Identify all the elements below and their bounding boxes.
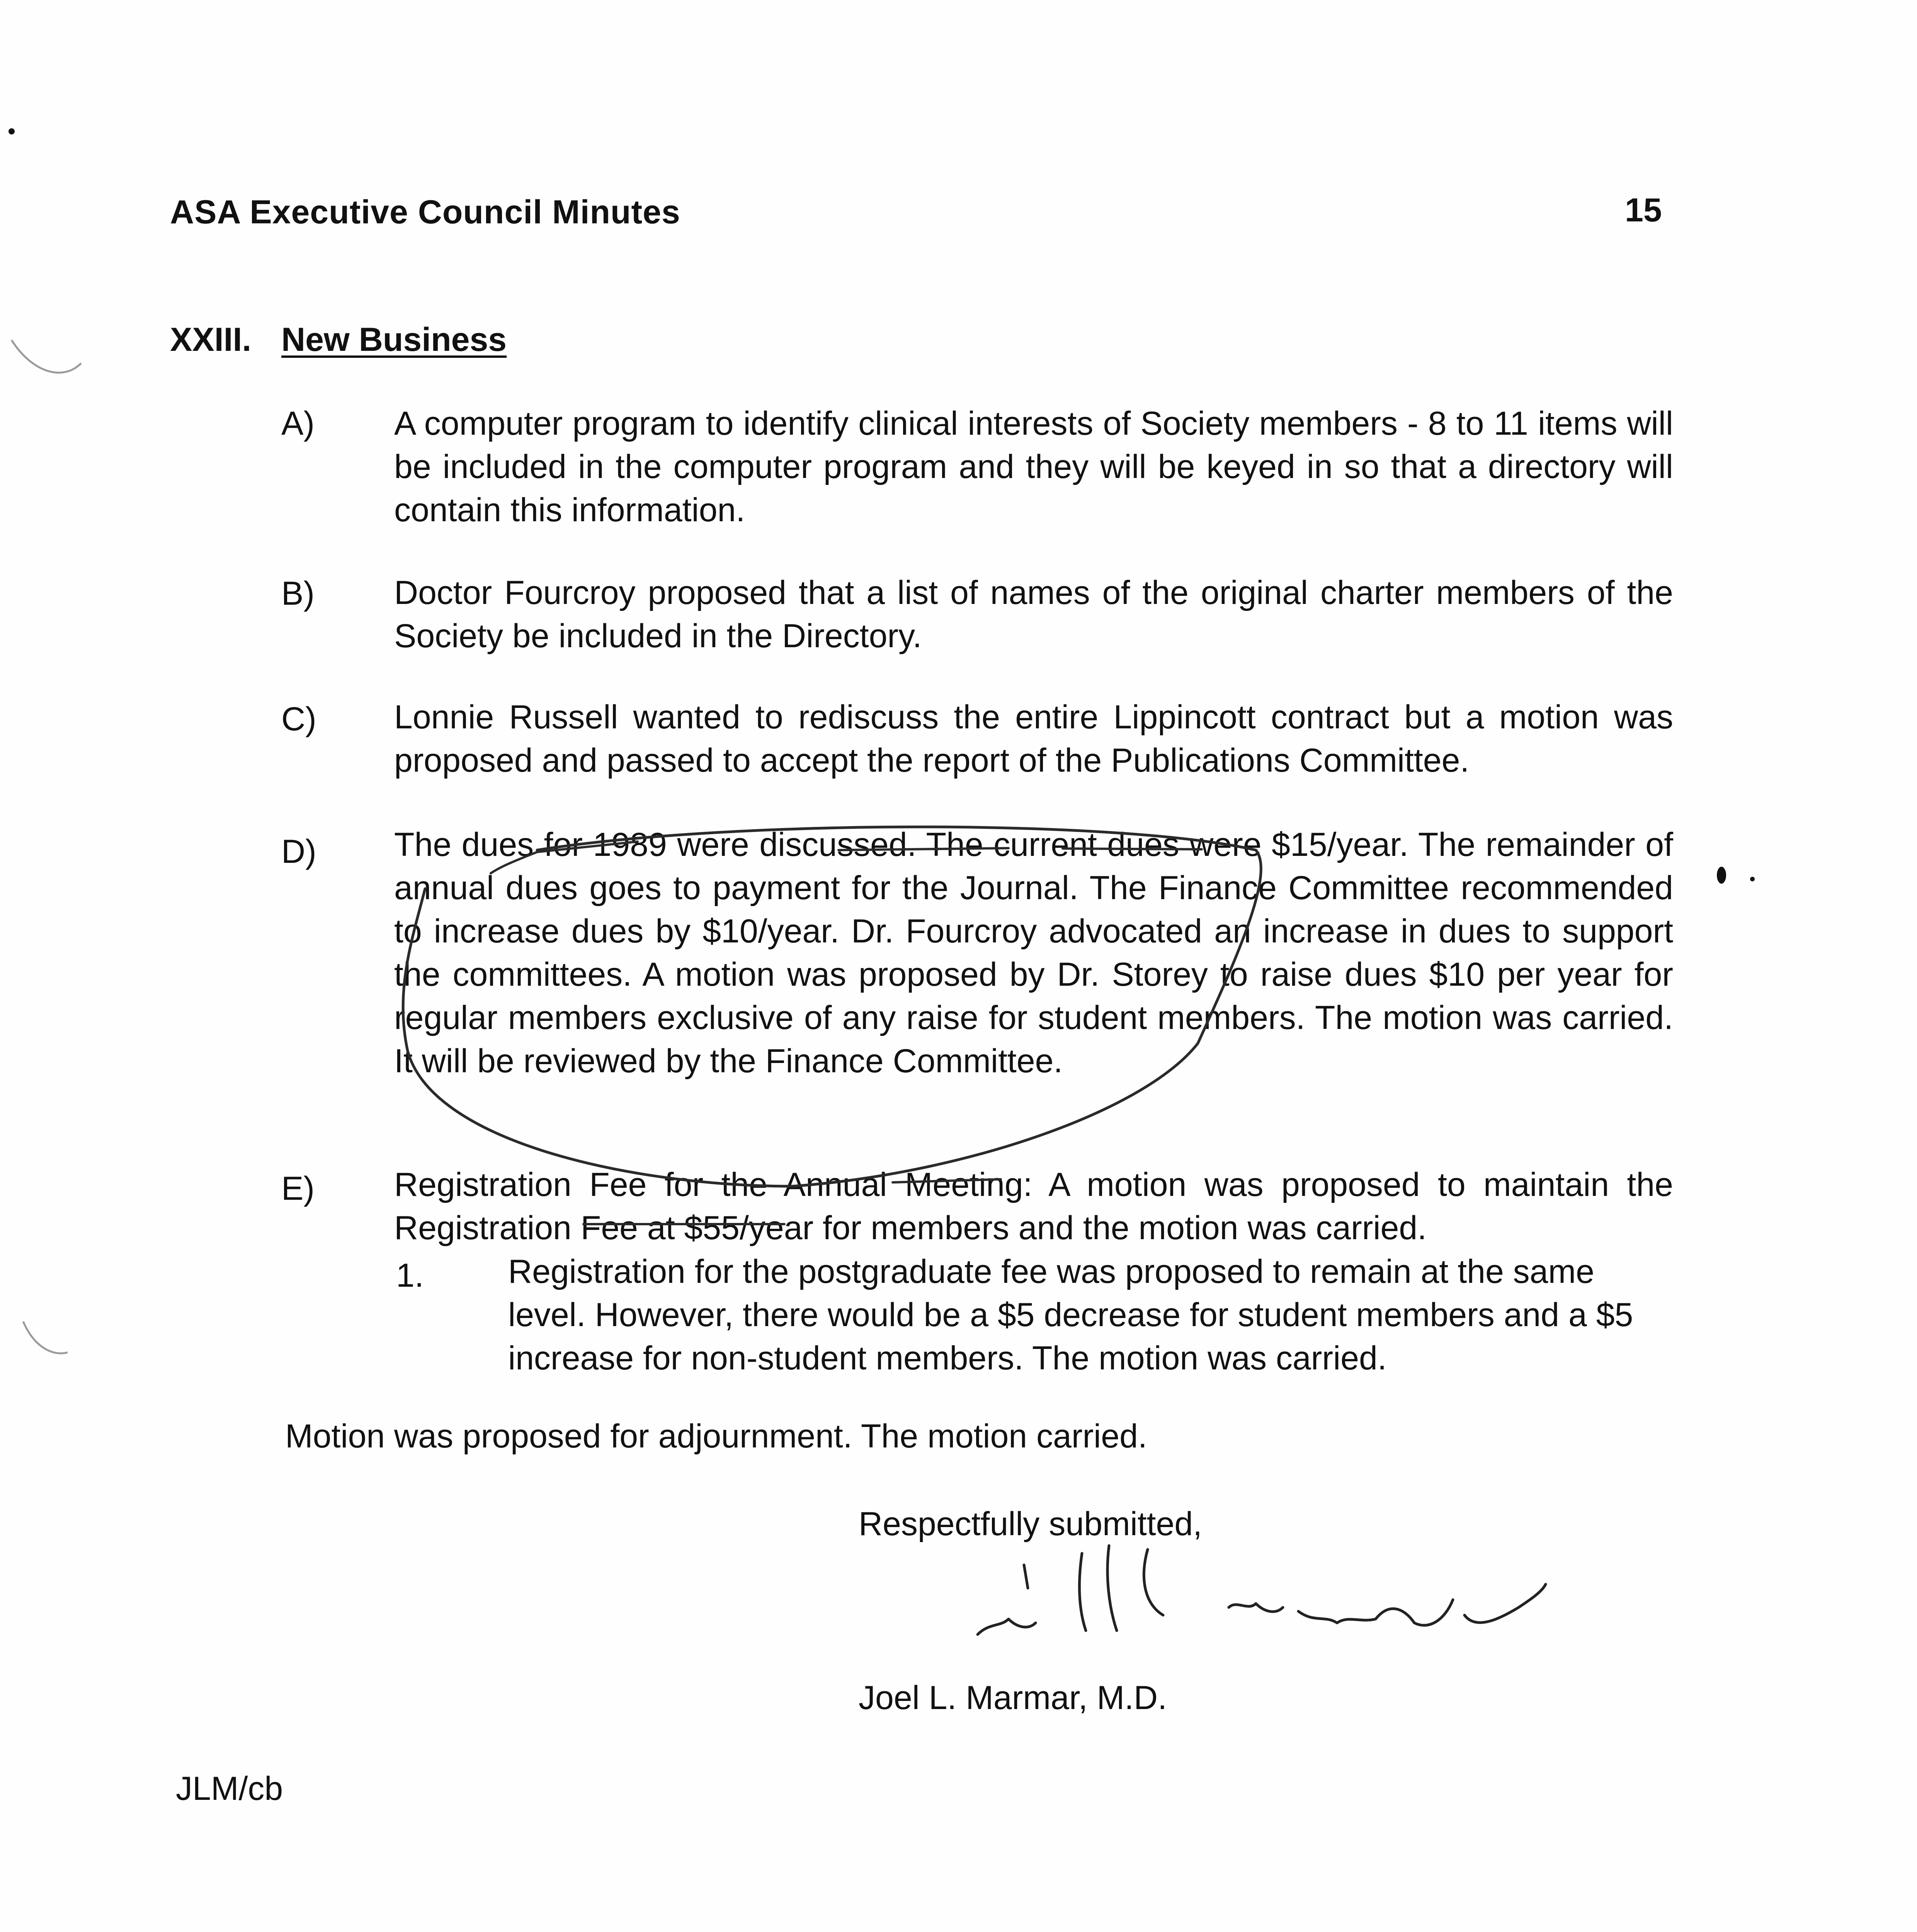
ink-dot-mark xyxy=(9,128,15,134)
item-label-c: C) xyxy=(281,701,316,738)
section-number: XXIII. xyxy=(170,321,252,358)
sub-item-text-e1: Registration for the postgraduate fee was proposed to remain at the same level. However, there would be a $5 decrease for student members and a $5 increase for non-student members. The motion was carried. xyxy=(508,1253,1633,1377)
document-header-title: ASA Executive Council Minutes xyxy=(170,194,680,231)
punch-hole-shadow-mark xyxy=(23,1321,68,1353)
signer-name: Joel L. Marmar, M.D. xyxy=(859,1679,1167,1716)
sub-item-label-e1: 1. xyxy=(396,1257,424,1294)
ink-dot-mark xyxy=(1750,877,1755,881)
item-text-a: A computer program to identify clinical interests of Society members - 8 to 11 items will be included in the computer program and they will be keyed in so that a directory will contain this information. xyxy=(394,405,1673,529)
item-text-c: Lonnie Russell wanted to rediscuss the entire Lippincott contract but a motion was proposed and passed to accept the report of the Publications Committee. xyxy=(394,699,1673,779)
item-label-b: B) xyxy=(281,575,315,612)
page-number: 15 xyxy=(1625,192,1662,229)
sign-off-text: Respectfully submitted, xyxy=(859,1505,1203,1543)
item-text-d: The dues for 1989 were discussed. The current dues were $15/year. The remainder of annual dues goes to payment for the Journal. The Finance Committee recommended to increase dues by $10/year. Dr. Fourcroy advocated an increase in dues to support the committees. A motion was proposed by Dr. Storey to raise dues $10 per year for regular members exclusive of any raise for student members. The motion was carried. It will be reviewed by the Finance Committee. xyxy=(394,826,1673,1080)
punch-hole-shadow-mark xyxy=(12,340,81,372)
item-label-e: E) xyxy=(281,1170,315,1207)
adjournment-text: Motion was proposed for adjournment. The motion carried. xyxy=(285,1418,1147,1455)
signature-image xyxy=(978,1546,1546,1634)
typist-initials: JLM/cb xyxy=(176,1770,283,1807)
item-label-a: A) xyxy=(281,405,315,442)
item-text-e: Registration Fee for the Annual Meeting: A motion was proposed to maintain the Registration Fee at $55/year for members and the motion was carried. xyxy=(394,1166,1673,1247)
item-text-b: Doctor Fourcroy proposed that a list of names of the original charter members of the Society be included in the Directory. xyxy=(394,574,1673,655)
section-title: New Business xyxy=(281,321,507,358)
item-label-d: D) xyxy=(281,833,316,870)
ink-dot-mark xyxy=(1717,867,1726,884)
